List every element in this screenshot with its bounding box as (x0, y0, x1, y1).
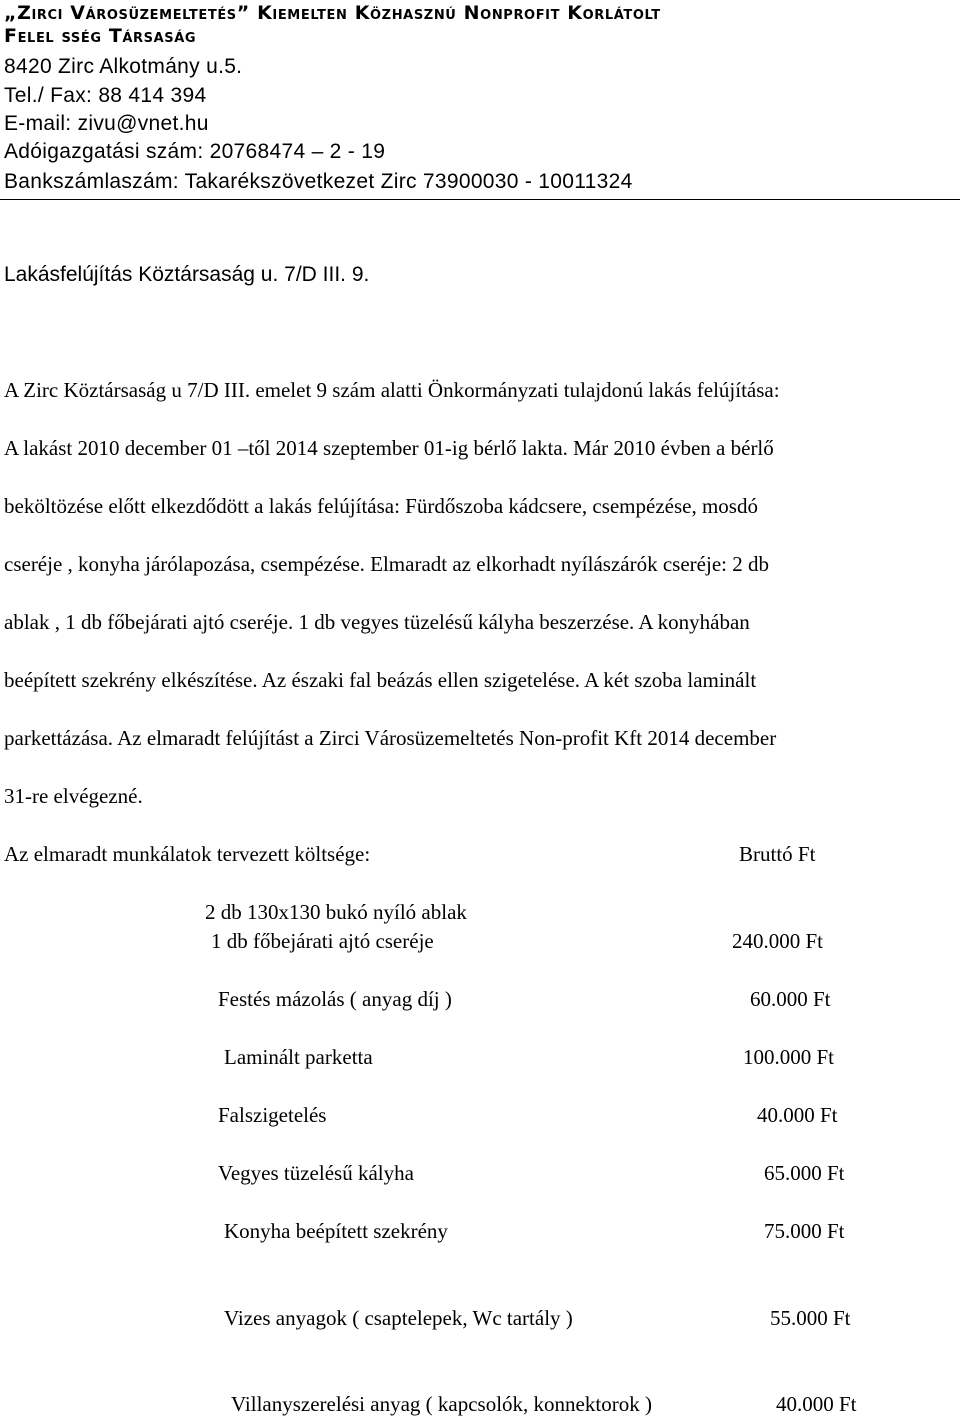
cost-heading: Az elmaradt munkálatok tervezett költsége: (4, 842, 371, 866)
cost-item-label: Vizes anyagok ( csaptelepek, Wc tartály ) (224, 1306, 573, 1330)
body-line: 31-re elvégezné. (4, 784, 143, 808)
body-line: ablak , 1 db főbejárati ajtó cseréje. 1 db vegyes tüzelésű kályha beszerzése. A konyhában (4, 610, 750, 634)
company-name-line2: Felel sség Társaság (4, 25, 197, 47)
cost-item-label: Laminált parketta (224, 1045, 373, 1069)
cost-item-label: Festés mázolás ( anyag díj ) (218, 987, 452, 1011)
cost-item-label: Villanyszerelési anyag ( kapcsolók, konnektorok ) (231, 1392, 652, 1416)
cost-item-amount: 65.000 Ft (764, 1161, 845, 1185)
body-line: beköltözése előtt elkezdődött a lakás felújítása: Fürdőszoba kádcsere, csempézése, mosdó (4, 494, 758, 518)
company-address: 8420 Zirc Alkotmány u.5. (4, 55, 243, 78)
body-line: cseréje , konyha járólapozása, csempézése. Elmaradt az elkorhadt nyílászárók cseréje: 2 db (4, 552, 769, 576)
body-line: parkettázása. Az elmaradt felújítást a Zirci Városüzemeltetés Non-profit Kft 2014 december (4, 726, 777, 750)
cost-item-amount: 55.000 Ft (770, 1306, 851, 1330)
cost-item-amount: 240.000 Ft (732, 929, 824, 953)
header-divider (0, 199, 960, 200)
cost-item-label: Vegyes tüzelésű kályha (218, 1161, 414, 1185)
cost-item-amount: 40.000 Ft (776, 1392, 857, 1416)
cost-item-amount: 100.000 Ft (743, 1045, 835, 1069)
company-bank-account: Bankszámlaszám: Takarékszövetkezet Zirc 73900030 - 10011324 (4, 170, 633, 193)
intro-line: A Zirc Köztársaság u 7/D III. emelet 9 szám alatti Önkormányzati tulajdonú lakás felújítása: (4, 378, 780, 402)
cost-item-amount: 40.000 Ft (757, 1103, 838, 1127)
cost-item-amount: 60.000 Ft (750, 987, 831, 1011)
body-line: beépített szekrény elkészítése. Az északi fal beázás ellen szigetelése. A két szoba laminált (4, 668, 757, 692)
cost-item-amount: 75.000 Ft (764, 1219, 845, 1243)
company-email: E-mail: zivu@vnet.hu (4, 112, 209, 135)
company-name-line1: „Zirci Városüzemeltetés” Kiemelten Közhasznú Nonprofit Korlátolt (4, 2, 661, 24)
document-subject: Lakásfelújítás Köztársaság u. 7/D III. 9. (4, 263, 370, 286)
body-line: A lakást 2010 december 01 –től 2014 szeptember 01-ig bérlő lakta. Már 2010 évben a bérlő (4, 436, 774, 460)
cost-item-label: Konyha beépített szekrény (224, 1219, 448, 1243)
cost-column-header: Bruttó Ft (739, 842, 816, 866)
cost-item-label: 1 db főbejárati ajtó cseréje (211, 929, 434, 953)
company-phone: Tel./ Fax: 88 414 394 (4, 84, 207, 107)
cost-item-label: 2 db 130x130 bukó nyíló ablak (205, 900, 467, 924)
company-tax-id: Adóigazgatási szám: 20768474 – 2 - 19 (4, 140, 386, 163)
cost-item-label: Falszigetelés (218, 1103, 327, 1127)
